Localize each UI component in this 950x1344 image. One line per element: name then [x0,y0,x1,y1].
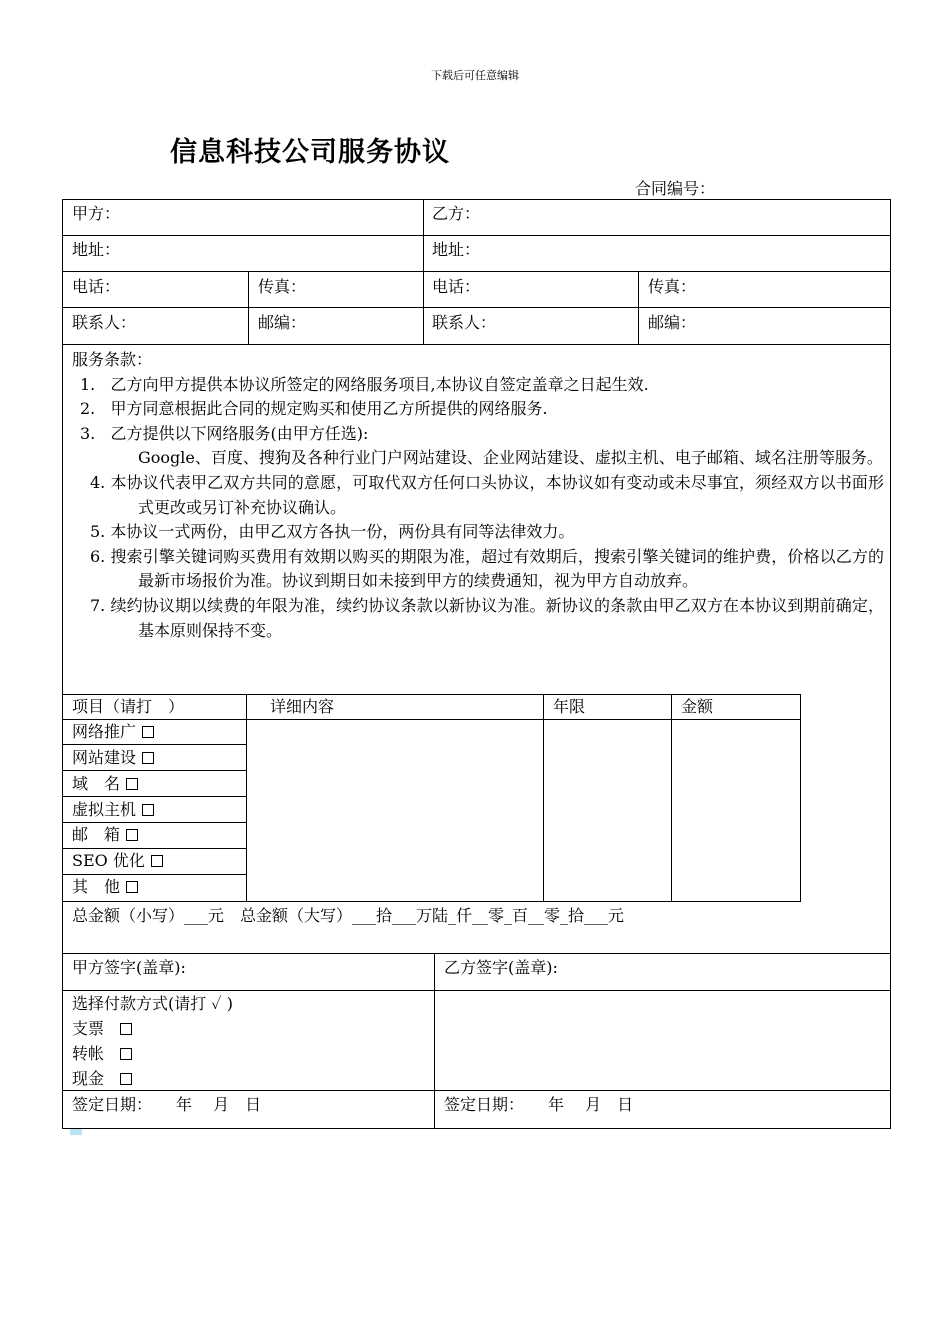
party-a-postcode: 邮编： [258,313,307,332]
service-label: 域 名 [72,774,121,793]
party-b-address: 地址： [432,240,481,259]
col-header-amount: 金额 [681,697,714,716]
payment-label: 现金 [72,1069,105,1088]
payment-method-label: 选择付款方式(请打 ✓ ) [72,994,233,1013]
party-a-signature: 甲方签字(盖章): [72,958,186,977]
service-label: 虚拟主机 [72,800,137,819]
party-b-date: 签定日期： 年 月 日 [444,1095,634,1114]
payment-option[interactable] [72,1044,132,1064]
party-a-fax: 传真： [258,277,307,296]
party-b-label: 乙方： [432,204,481,223]
service-option[interactable] [72,800,154,820]
party-a-date: 签定日期： 年 月 日 [72,1095,262,1114]
party-b-phone: 电话： [432,277,481,296]
service-label: SEO 优化 [72,851,145,870]
service-option[interactable] [72,722,154,742]
service-option[interactable] [72,748,154,768]
checkbox[interactable] [120,1023,132,1035]
service-option[interactable] [72,851,163,871]
party-a-label: 甲方： [72,204,121,223]
term-item: 7. 续约协议期以续费的年限为准，续约协议条款以新协议为准。新协议的条款由甲乙双方在本协议到期前确定，基本原则保持不变。 [90,595,884,640]
service-label: 网络推广 [72,722,137,741]
party-a-phone: 电话： [72,277,121,296]
service-label: 其 他 [72,877,121,896]
checkbox[interactable] [142,804,154,816]
checkbox[interactable] [126,778,138,790]
col-header-item: 项目（请打 ） [72,697,185,716]
service-terms [72,348,884,643]
party-b-contact: 联系人： [432,313,497,332]
party-b-postcode: 邮编： [648,313,697,332]
term-item: 2. 甲方同意根据此合同的规定购买和使用乙方所提供的网络服务. [80,399,548,419]
terms-heading: 服务条款： [72,350,153,369]
payment-option[interactable] [72,1069,132,1089]
service-label: 邮 箱 [72,825,121,844]
party-b-signature: 乙方签字(盖章): [444,958,558,977]
service-label: 网站建设 [72,748,137,767]
term-item: 6. 搜索引擎关键词购买费用有效期以购买的期限为准，超过有效期后，搜索引擎关键词的维护费，价格以乙方的最新市场报价为准。协议到期日如未接到甲方的续费通知，视为甲方自动放弃。 [90,546,884,591]
checkbox[interactable] [151,855,163,867]
service-option[interactable] [72,825,138,845]
checkbox[interactable] [142,752,154,764]
term-item: 1. 乙方向甲方提供本协议所签定的网络服务项目,本协议自签定盖章之日起生效. [80,374,649,394]
payment-option[interactable] [72,1019,132,1039]
term-item-continuation: Google、百度、搜狗及各种行业门户网站建设、企业网站建设、虚拟主机、电子邮箱、域名注册等服务。 [138,448,883,468]
col-header-details: 详细内容 [270,697,335,716]
contract-number-label: 合同编号： [635,179,716,198]
checkbox[interactable] [126,829,138,841]
cursor-mark [70,1129,82,1135]
term-item: 5. 本协议一式两份，由甲乙双方各执一份，两份具有同等法律效力。 [90,522,575,542]
checkbox[interactable] [120,1073,132,1085]
term-item: 3. 乙方提供以下网络服务(由甲方任选): [80,423,369,443]
party-a-contact: 联系人： [72,313,137,332]
payment-label: 支票 [72,1019,105,1038]
party-a-address: 地址： [72,240,121,259]
col-header-term: 年限 [553,697,586,716]
document-title: 信息科技公司服务协议 [170,137,450,168]
service-option[interactable] [72,877,138,897]
checkbox[interactable] [120,1048,132,1060]
service-option[interactable] [72,774,138,794]
payment-label: 转帐 [72,1044,105,1063]
term-item: 4. 本协议代表甲乙双方共同的意愿，可取代双方任何口头协议，本协议如有变动或未尽事宜，须经双方以书面形式更改或另订补充协议确认。 [90,472,884,517]
header-note: 下载后可任意编辑 [431,69,519,82]
checkbox[interactable] [142,726,154,738]
checkbox[interactable] [126,881,138,893]
total-amount-line: 总金额（小写）___元 总金额（大写）___拾___万陆_仟__零_百__零_拾___元 [72,906,625,925]
party-b-fax: 传真： [648,277,697,296]
